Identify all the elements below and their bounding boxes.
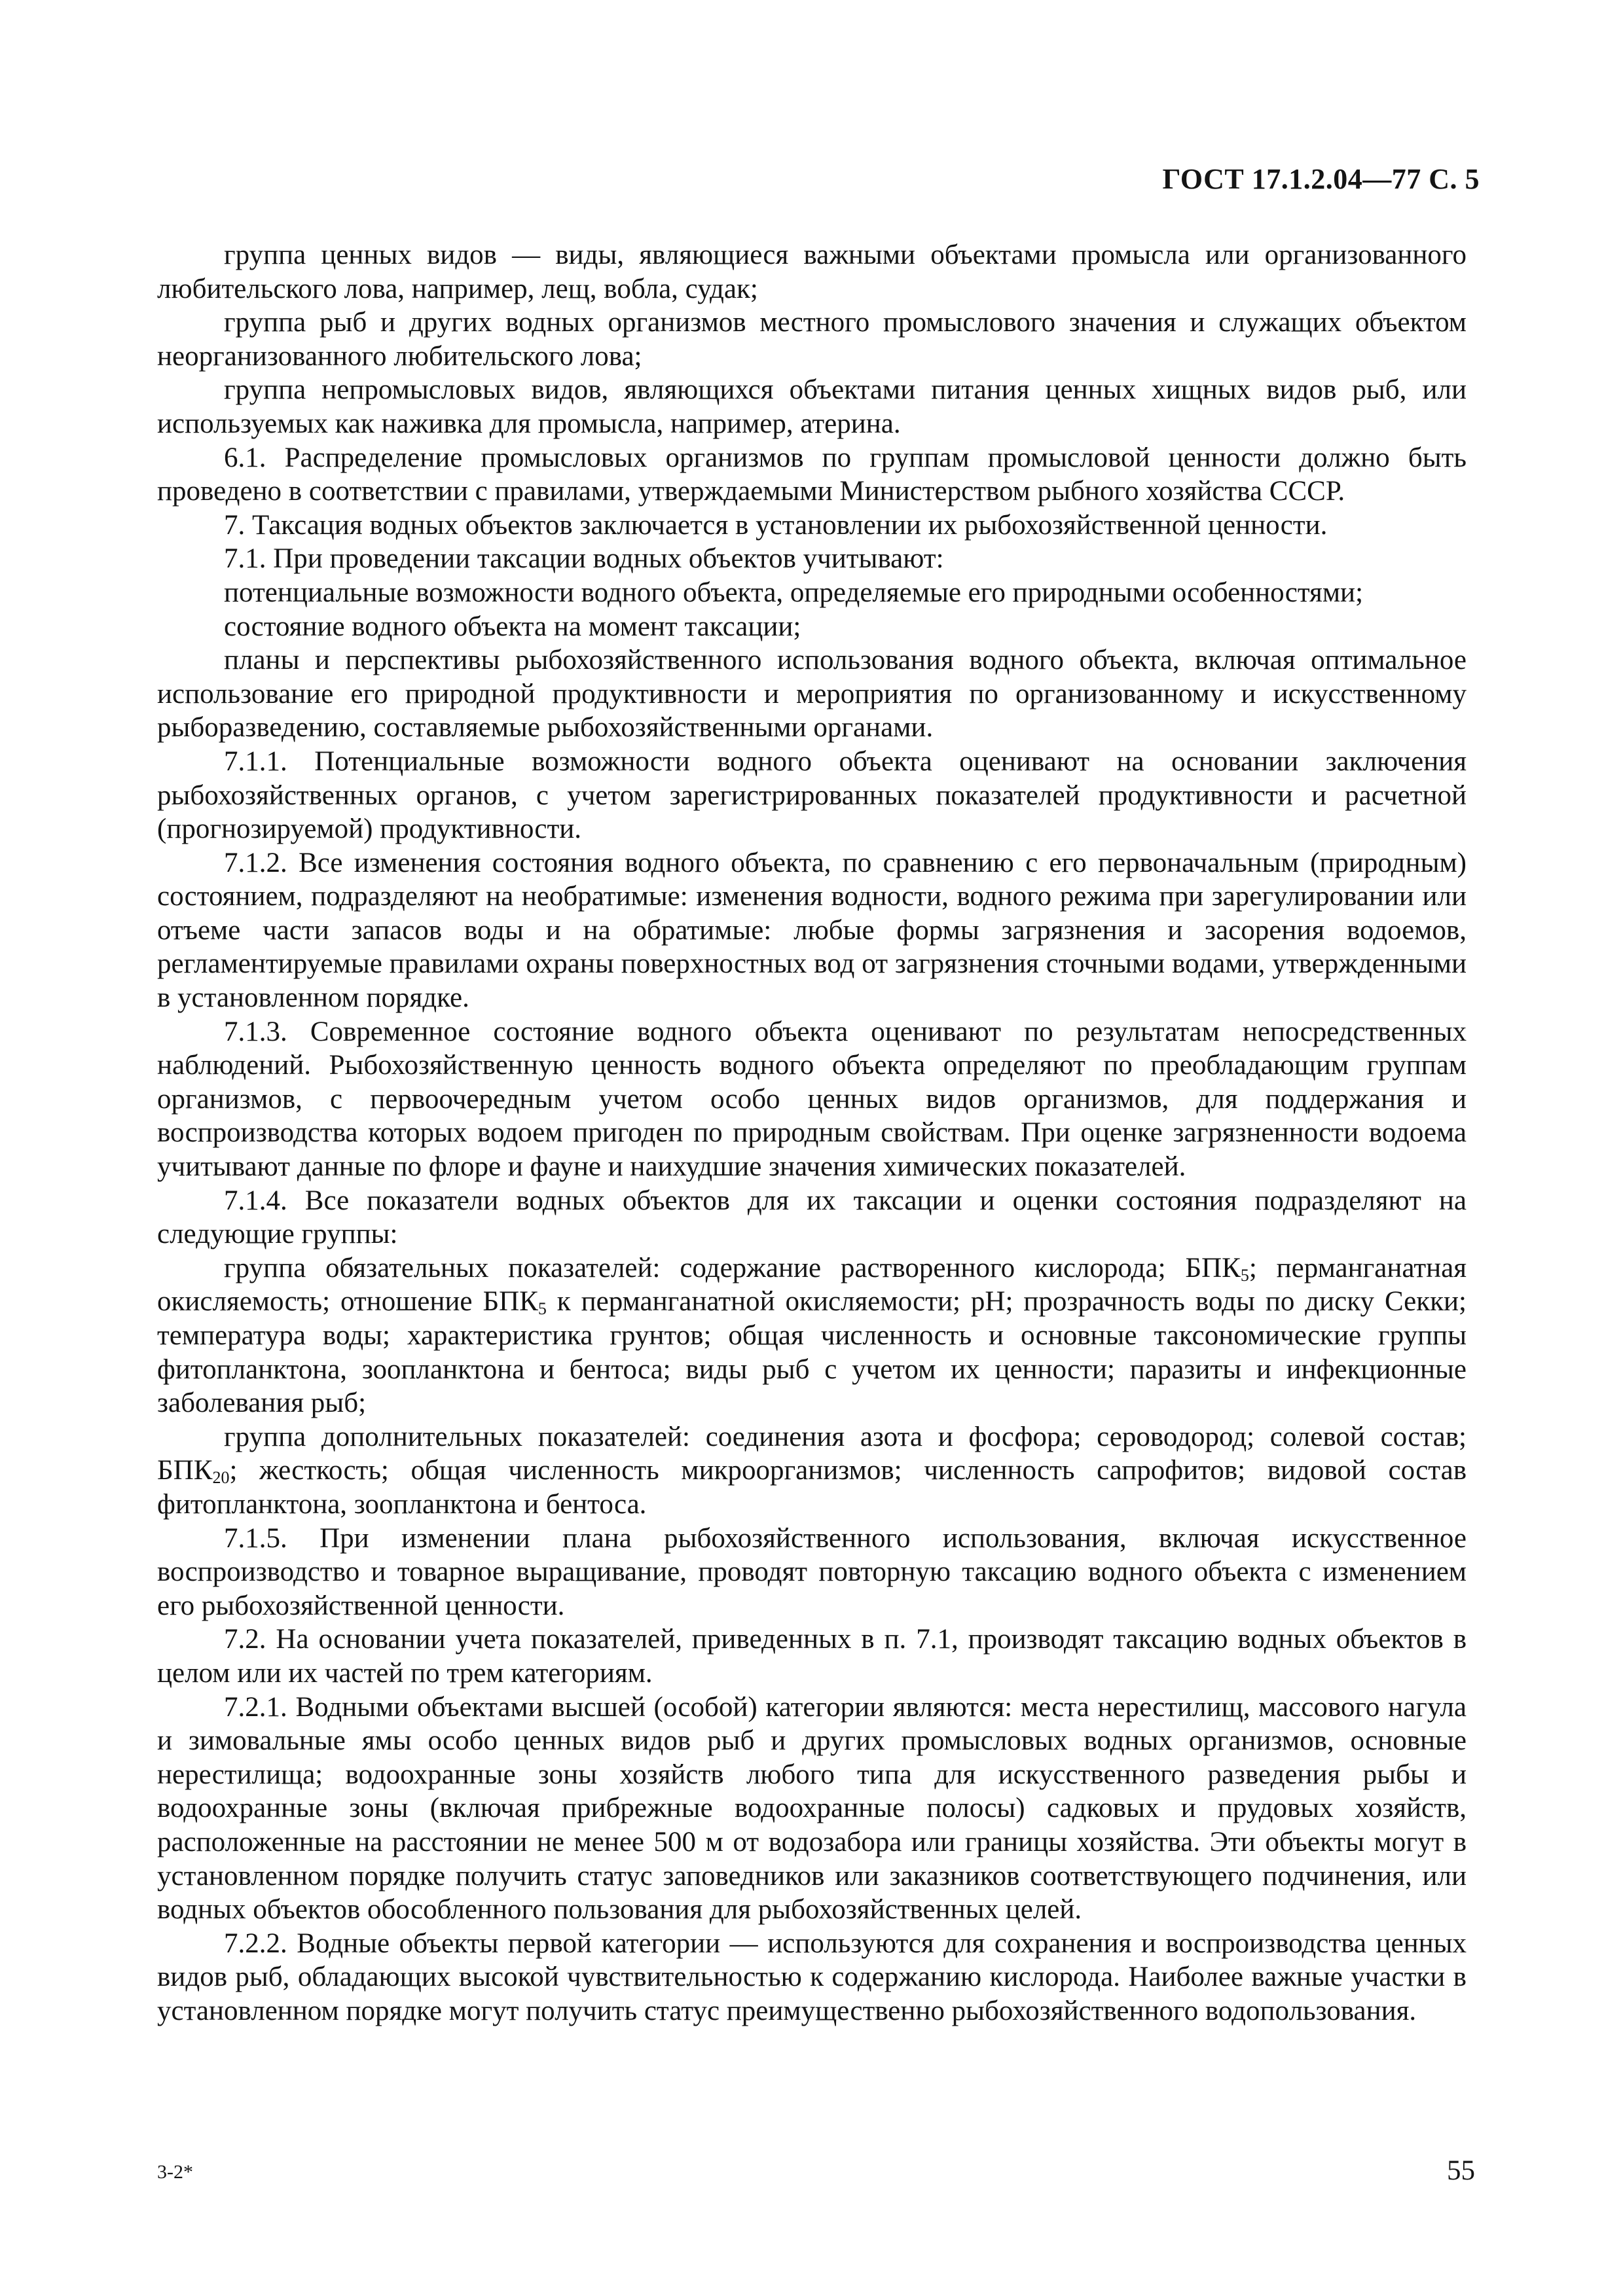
paragraph: 7.1.3. Современное состояние водного объекта оценивают по результатам непосредственных наблюдений. Рыбохозяйственную ценность водного объекта определяют по преобладающим группам организмов, с первоочередным учетом особо ценных видов организмов, для поддержания и воспроизводства которых водоем пригоден по природным свойствам. При оценке загрязненности водоема учитывают данные по флоре и фауне и наихудшие значения химических показателей.: [157, 1016, 1467, 1183]
paragraph: группа непромысловых видов, являющихся объектами питания ценных хищных видов рыб, или используемых как наживка для промысла, например, атерина.: [157, 374, 1467, 439]
paragraph: группа рыб и других водных организмов местного промыслового значения и служащих объектом неорганизованного любительского лова;: [157, 307, 1467, 372]
paragraph: 7.1.1. Потенциальные возможности водного объекта оценивают на основании заключения рыбохозяйственных органов, с учетом зарегистрированных показателей продуктивности и расчетной (прогнозируемой) продуктивности.: [157, 745, 1467, 845]
paragraph: 7.1.2. Все изменения состояния водного объекта, по сравнению с его первоначальным (природным) состоянием, подразделяют на необратимые: изменения водности, водного режима при зарегулировании или отъеме части запасов воды и на обратимые: любые формы загрязнения и засорения водоемов, регламентируемые правилами охраны поверхностных вод от загрязнения сточными водами, утвержденными в установленном порядке.: [157, 847, 1467, 1014]
text-segment: группа обязательных показателей: содержание растворенного кислорода; БПК: [224, 1252, 1241, 1283]
paragraph: группа ценных видов — виды, являющиеся важными объектами промысла или организованного любительского лова, например, лещ, вобла, судак;: [157, 240, 1467, 304]
text-segment: группа дополнительных показателей: соединения азота и фосфора; сероводород; солевой состав; БПК: [157, 1421, 1467, 1486]
text-segment: ; жесткость; общая численность микроорганизмов; численность сапрофитов; видовой состав фитопланктона, зоопланктона и бентоса.: [157, 1455, 1467, 1520]
paragraph: 6.1. Распределение промысловых организмов по группам промысловой ценности должно быть проведено в соответствии с правилами, утверждаемыми Министерством рыбного хозяйства СССР.: [157, 442, 1467, 507]
paragraph: 7.1.5. При изменении плана рыбохозяйственного использования, включая искусственное воспроизводство и товарное выращивание, проводят повторную таксацию водного объекта с изменением его рыбохозяйственной ценности.: [157, 1522, 1467, 1621]
signature-mark: 3-2*: [157, 2161, 193, 2183]
paragraph: 7. Таксация водных объектов заключается в установлении их рыбохозяйственной ценности.: [224, 509, 1328, 541]
subscript: 20: [212, 1468, 230, 1488]
paragraph: потенциальные возможности водного объекта, определяемые его природными особенностями;: [224, 577, 1364, 608]
paragraph-additional-indicators: [157, 1420, 1467, 1522]
paragraph: 7.2.1. Водными объектами высшей (особой) категории являются: места нерестилищ, массового нагула и зимовальные ямы особо ценных видов рыб и других промысловых водных организмов, основные нерестилища; водоохранные зоны хозяйств любого типа для искусственного разведения рыбы и водоохранные зоны (включая прибрежные водоохранные полосы) садковых и прудовых хозяйств, расположенные на расстоянии не менее 500 м от водозабора или границы хозяйства. Эти объекты могут в установленном порядке получить статус заповедников или заказников соответствующего подчинения, или водных объектов обособленного пользования для рыбохозяйственных целей.: [157, 1691, 1467, 1926]
document-body: [157, 238, 1467, 2028]
subscript: 5: [538, 1299, 547, 1319]
paragraph: 7.2.2. Водные объекты первой категории — используются для сохранения и воспроизводства ценных видов рыб, обладающих высокой чувствительностью к содержанию кислорода. Наиболее важные участки в установленном порядке могут получить статус преимущественно рыбохозяйственного водопользования.: [157, 1928, 1467, 2026]
page-header: ГОСТ 17.1.2.04—77 С. 5: [1162, 163, 1480, 195]
subscript: 5: [1240, 1265, 1249, 1285]
text-segment: ; перманганатная окисляемость; отношение БПК: [157, 1252, 1467, 1318]
page-number: 55: [1447, 2155, 1475, 2186]
paragraph-mandatory-indicators: [157, 1251, 1467, 1420]
paragraph: состояние водного объекта на момент таксации;: [224, 611, 801, 642]
text-segment: к перманганатной окисляемости; pH; прозрачность воды по диску Секки; температура воды; характеристика грунтов; общая численность и основные таксономические группы фитопланктона, зоопланктона и бентоса; виды рыб с учетом их ценности; паразиты и инфекционные заболевания рыб;: [157, 1286, 1467, 1419]
paragraph: планы и перспективы рыбохозяйственного использования водного объекта, включая оптимальное использование его природной продуктивности и мероприятия по организованному и искусственному рыборазведению, составляемые рыбохозяйственными органами.: [157, 645, 1467, 744]
paragraph: 7.1.4. Все показатели водных объектов для их таксации и оценки состояния подразделяют на следующие группы:: [157, 1185, 1467, 1250]
paragraph: 7.2. На основании учета показателей, приведенных в п. 7.1, производят таксацию водных объектов в целом или их частей по трем категориям.: [157, 1624, 1467, 1689]
paragraph: 7.1. При проведении таксации водных объектов учитывают:: [224, 543, 944, 575]
